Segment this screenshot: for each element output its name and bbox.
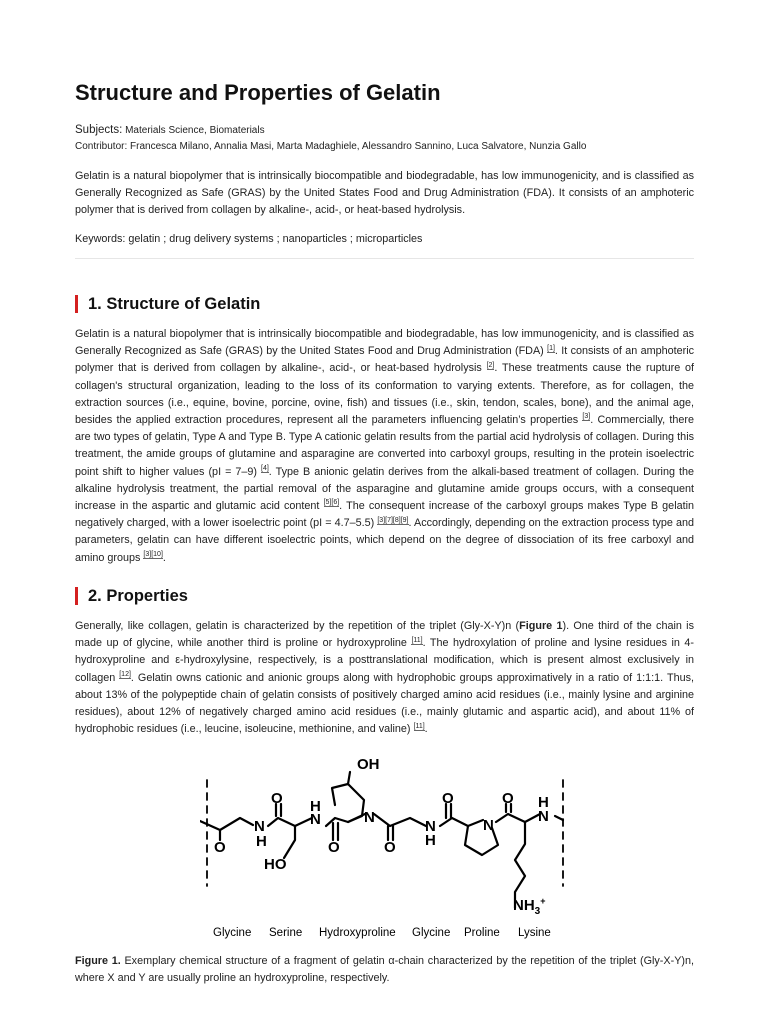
citation-group xyxy=(414,723,425,731)
citation-link[interactable]: [11] xyxy=(413,722,425,730)
citation-link[interactable]: [4] xyxy=(261,465,269,473)
paragraph-text: . The hydroxylation of proline and lysine residues in 4-hydroxyproline and ε-hydroxylysine, respectively, is a posttranslational modification, which is present almost exclusively in collagen xyxy=(75,637,694,684)
keywords-label: Keywords: xyxy=(75,233,126,245)
figure-caption xyxy=(75,953,694,987)
paragraph-text: . Gelatin owns cationic and anionic groups along with hydrophobic groups approximatively in a ratio of 1:1:1. Thus, about 13% of the polypeptide chain of gelatin consists of positively charged amino acid residues (i.e., mainly lysine and arginine residues), about 12% of negatively charged amino acid residues (i.e., mainly glutamic and aspartic acid), and about 11% of hydrophobic residues (i.e., leucine, isoleucine, methionine, and valine) xyxy=(75,671,694,736)
citation-link[interactable]: [8] xyxy=(392,516,401,524)
paragraph-text: . xyxy=(162,551,166,564)
atom-o-5: O xyxy=(442,790,454,807)
residue-label-glycine-2: Glycine xyxy=(412,927,451,939)
citation-group xyxy=(411,637,422,645)
atom-h-1: H xyxy=(256,833,267,850)
atom-ho: HO xyxy=(264,856,287,873)
citation-link[interactable]: [2] xyxy=(486,361,495,369)
atom-o-3: O xyxy=(328,839,340,856)
contributor-line xyxy=(75,140,694,154)
residue-label-proline: Proline xyxy=(464,927,500,939)
keywords-value[interactable]: gelatin ; drug delivery systems ; nanoparticles ; microparticles xyxy=(128,233,423,245)
page-title: Structure and Properties of Gelatin xyxy=(75,80,441,105)
citation-group xyxy=(377,517,408,525)
divider xyxy=(75,258,694,259)
atom-n-3: N xyxy=(364,809,375,826)
paragraph-text: Generally, like collagen, gelatin is characterized by the repetition of the triplet (Gly-X-Y)n ( xyxy=(75,620,520,632)
section-heading-properties: 2. Properties xyxy=(75,587,188,605)
residue-label-hydroxyproline: Hydroxyproline xyxy=(319,927,396,939)
paragraph-text: . Type B anionic gelatin derives from the alkali-based treatment of collagen. During the alkaline hydrolysis treatment, the partial removal of the asparagine and glutamine amide groups occurs, with a consequent increase in the aspartic and glutamic acid content xyxy=(75,465,694,513)
citation-link[interactable]: [1] xyxy=(547,344,555,352)
paragraph-text: . The consequent increase of the carboxyl groups makes Type B gelatin negatively charged, with a lower isoelectric point (pI = 4.7–5.5) xyxy=(75,500,694,530)
atom-n-2: N xyxy=(310,811,321,828)
contributor-names[interactable]: Francesca Milano, Annalia Masi, Marta Madaghiele, Alessandro Sannino, Luca Salvatore, Nunzia Gallo xyxy=(130,141,587,152)
residue-label-serine: Serine xyxy=(269,927,303,939)
atom-n-1: N xyxy=(254,818,265,835)
citation-group xyxy=(547,345,555,353)
citation-link[interactable]: [5] xyxy=(323,499,332,507)
subjects-line xyxy=(75,123,694,138)
paragraph-text: . It consists of an amphoteric polymer that is derived from collagen by alkaline-, acid-, or heat-based hydrolysis xyxy=(75,345,694,375)
subjects-label: Subjects: xyxy=(75,124,123,136)
atom-hydroxyl-oh: OH xyxy=(357,756,380,773)
paragraph-text: ). One third of the chain is made up of glycine, while another third is proline or hydroxyproline xyxy=(75,620,694,650)
atom-n-6: N xyxy=(538,808,549,825)
citation-link[interactable]: [7] xyxy=(385,516,393,524)
atom-o-6: O xyxy=(502,790,514,807)
atom-n-4: N xyxy=(425,818,436,835)
subjects-value[interactable]: Materials Science, Biomaterials xyxy=(125,125,265,136)
citation-link[interactable]: [3] xyxy=(377,516,386,524)
figure-1 xyxy=(200,748,570,943)
atom-h-2: H xyxy=(310,798,321,815)
atom-labels xyxy=(214,756,549,917)
atom-h-3: H xyxy=(425,832,436,849)
paragraph-text: . xyxy=(424,723,428,736)
citation-group xyxy=(261,465,269,473)
citation-link[interactable]: [3] xyxy=(582,413,591,421)
citation-link[interactable]: [3] xyxy=(143,551,152,559)
residue-labels xyxy=(213,927,551,939)
paragraph-text: Gelatin is a natural biopolymer that is intrinsically biocompatible and biodegradable, has low immunogenicity, and is classified as Generally Recognized as Safe (GRAS) by the United States Food and Drug Administration (FDA) xyxy=(75,328,694,358)
section-heading-structure: 1. Structure of Gelatin xyxy=(75,295,260,313)
abstract: Gelatin is a natural biopolymer that is intrinsically biocompatible and biodegradable, has low immunogenicity, and is classified as Generally Recognized as Safe (GRAS) by the United States Food and Drug Administration (FDA). It consists of an amphoteric polymer that is derived from collagen by alkaline-, acid-, or heat-based hydrolysis. xyxy=(75,170,694,217)
keywords-line xyxy=(75,231,694,248)
peptide-structure-diagram xyxy=(200,748,570,943)
citation-link[interactable]: [10] xyxy=(151,551,163,559)
figure-caption-text: Exemplary chemical structure of a fragment of gelatin α-chain characterized by the repetition of the triplet (Gly-X-Y)n, where X and Y are usually proline an hydroxyproline, respectively. xyxy=(75,955,694,984)
paragraph-text: . Commercially, there are two types of gelatin, Type A and Type B. Type A cationic gelatin results from the partial acid hydrolysis of collagen. During this treatment, the amide groups of glutamine and asparagine are converted into carboxyl groups, resulting in the protein isoelectric point shift to higher values (pI = 7–9) xyxy=(75,414,694,478)
figure-reference-link[interactable]: Figure 1 xyxy=(519,620,563,632)
citation-link[interactable]: [12] xyxy=(119,671,131,679)
atom-o-2: O xyxy=(271,790,283,807)
section-properties-body xyxy=(75,618,694,738)
figure-caption-label: Figure 1. xyxy=(75,955,121,967)
paragraph-text: . Accordingly, depending on the extraction process type and parameters, gelatin can have different isoelectric points, which depend on the degree of dissociation of its free carboxyl and amino groups xyxy=(75,517,695,564)
paragraph-text: . These treatments cause the rupture of collagen's structural organization, leading to the loss of its conformation to varying extents. Therefore, as for collagen, the extraction sources (i.e., equine, bovine, porcine, ovine, fish) and tissues (i.e., skin, tendon, scales, bone), and the animal age, besides the applied extraction procedures, represent all the parameters influencing gelatin’s properties xyxy=(75,362,694,427)
atom-n-5: N xyxy=(483,817,494,834)
citation-group xyxy=(143,551,162,559)
atom-nh3: $NH_3^+$ xyxy=(513,896,546,917)
citation-group xyxy=(324,499,340,507)
contributor-label: Contributor: xyxy=(75,141,128,152)
citation-link[interactable]: [6] xyxy=(331,499,340,507)
residue-label-lysine: Lysine xyxy=(518,927,551,939)
citation-link[interactable]: [9] xyxy=(400,516,409,524)
residue-label-glycine-1: Glycine xyxy=(213,927,252,939)
citation-group xyxy=(119,671,131,679)
section-structure-body xyxy=(75,326,694,567)
atom-o-4: O xyxy=(384,839,396,856)
atom-h-4: H xyxy=(538,794,549,811)
citation-link[interactable]: [11] xyxy=(411,636,423,644)
atom-o-1: O xyxy=(214,839,226,856)
